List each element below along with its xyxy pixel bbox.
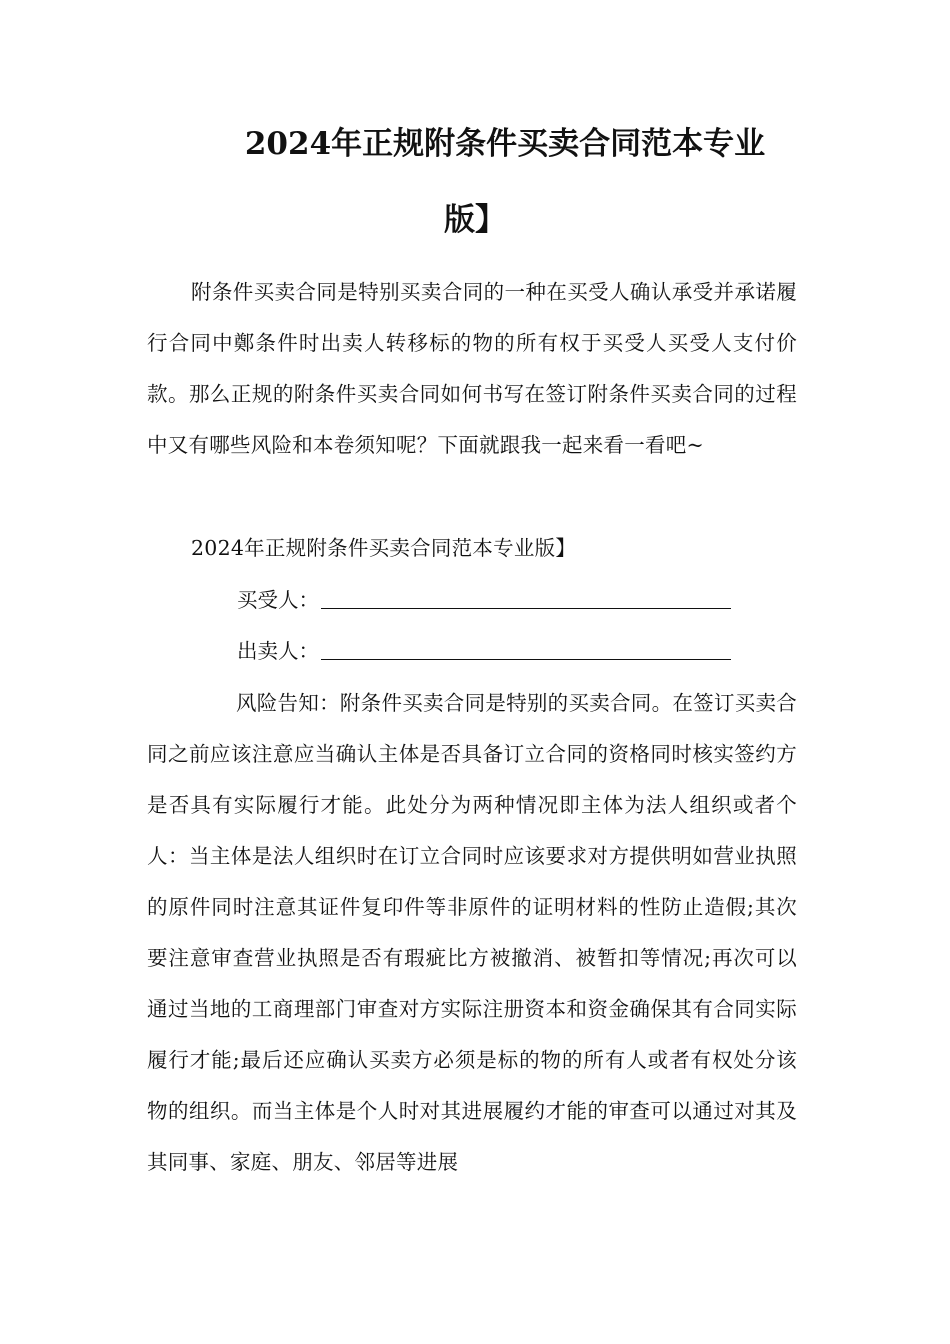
buyer-blank-line	[321, 584, 731, 609]
risk-notice-paragraph: 风险告知：附条件买卖合同是特别的买卖合同。在签订买卖合同之前应该注意应当确认主体是否具备订立合同的资格同时核实签约方是否具有实际履行才能。此处分为两种情况即主体为法人组织或者个人：当主体是法人组织时在订立合同时应该要求对方提供明如营业执照的原件同时注意其证件复印件等非原件的证明材料的性防止造假;其次要注意审查营业执照是否有瑕疵比方被撤消、被暂扣等情况;再次可以通过当地的工商理部门审查对方实际注册资本和资金确保其有合同实际履行才能;最后还应确认买卖方必须是标的物的所有人或者有权处分该物的组织。而当主体是个人时对其进展履约才能的审查可以通过对其及其同事、家庭、朋友、邻居等进展	[147, 691, 797, 1174]
buyer-field	[237, 575, 731, 626]
subtitle-paragraph: 2024年正规附条件买卖合同范本专业版】	[191, 536, 577, 560]
buyer-label: 买受人：	[237, 588, 319, 612]
seller-label: 出卖人：	[237, 639, 319, 663]
seller-field	[237, 626, 731, 677]
seller-blank-line	[321, 635, 731, 660]
document-title-line-1: 2024年正规附条件买卖合同范本专业	[244, 126, 766, 162]
document-title-line-2: 版】	[444, 202, 506, 238]
intro-paragraph: 附条件买卖合同是特别买卖合同的一种在买受人确认承受并承诺履行合同中鄭条件时出卖人转移标的物的所有权于买受人买受人支付价款。那么正规的附条件买卖合同如何书写在签订附条件买卖合同的过程中又有哪些风险和本卷须知呢？下面就跟我一起来看一看吧~	[147, 280, 797, 457]
